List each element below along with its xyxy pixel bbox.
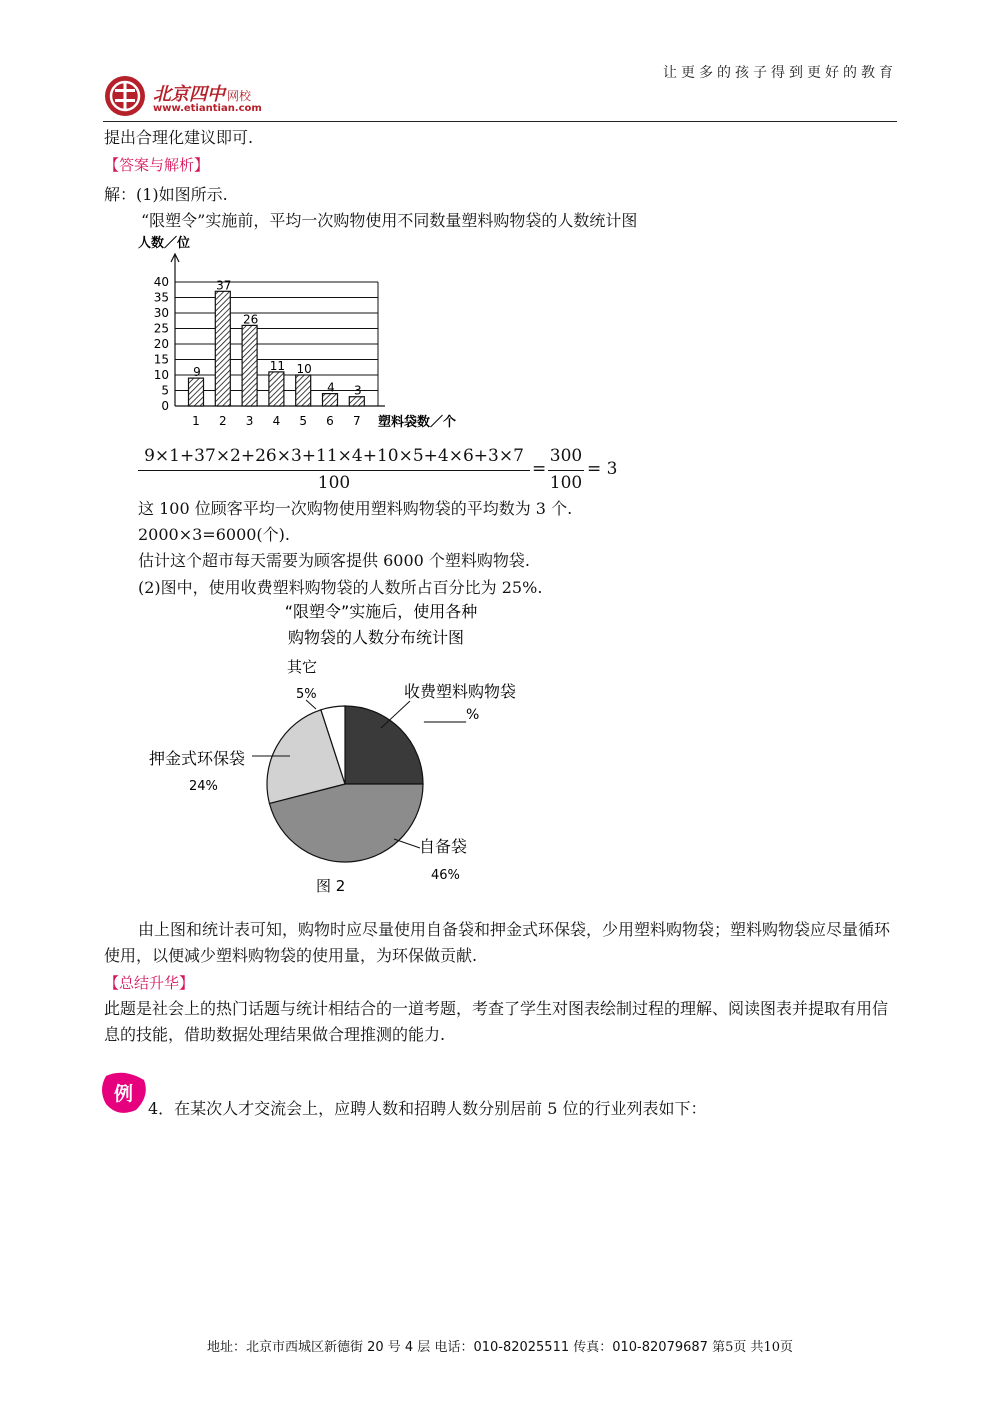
footer: [0, 1336, 1000, 1355]
formula-denominator: 100: [317, 473, 351, 493]
bar-value-label: 10: [296, 362, 312, 376]
bar: [349, 397, 364, 406]
formula-fraction-line: [138, 470, 530, 471]
x-tick-label: 1: [192, 414, 200, 428]
example-badge: [100, 1070, 150, 1116]
y-tick-label: 10: [153, 368, 169, 382]
x-tick-label: 2: [218, 414, 227, 428]
conclusion-paragraph: 由上图和统计表可知，购物时应尽量使用自备袋和押金式环保袋，少用塑料购物袋；塑料购物袋应尽量循环使用，以便减少塑料购物袋的使用量，为环保做贡献.: [104, 920, 891, 965]
line-average: 这 100 位顾客平均一次购物使用塑料购物袋的平均数为 3 个.: [138, 499, 573, 518]
pie-chart: [140, 596, 560, 898]
pie-title-line2: 购物袋的人数分布统计图: [287, 628, 465, 647]
y-tick-label: 25: [153, 321, 169, 336]
bar-value-label: 26: [242, 312, 259, 327]
bar-value-label: 3: [353, 383, 362, 398]
pie-value-other: 5%: [296, 687, 317, 702]
bar: [323, 394, 338, 406]
pie-caption: 图 2: [316, 877, 346, 895]
y-tick-label: 40: [153, 275, 169, 289]
logo-name: 北京四中 网校: [153, 84, 252, 105]
pie-slice: [345, 706, 423, 784]
example-question: 4．在某次人才交流会上，应聘人数和招聘人数分别居前 5 位的行业列表如下：: [148, 1099, 707, 1118]
header-slogan: 让更多的孩子得到更好的教育: [663, 65, 897, 81]
y-tick-label: 0: [161, 399, 169, 413]
bar: [296, 375, 311, 406]
bar: [242, 325, 257, 406]
pie-label-deposit: 押金式环保袋: [149, 749, 246, 768]
formula-result: = 3: [587, 459, 618, 479]
footer-address: 地址：北京市西城区新德街 20 号 4 层 电话：010-82025511 传真：010-82079687: [206, 1340, 708, 1355]
footer-page: 第5页 共10页: [712, 1340, 794, 1355]
pie-label-own-bag: 自备袋: [419, 837, 468, 856]
line-part2: (2)图中，使用收费塑料购物袋的人数所占百分比为 25%.: [138, 578, 543, 597]
intro-line: 提出合理化建议即可.: [104, 128, 254, 147]
header-divider: [103, 121, 897, 122]
line-calc: 2000×3=6000(个).: [138, 525, 291, 544]
x-tick-label: 4: [272, 414, 281, 428]
bar-chart-ylabel: 人数／位: [138, 236, 191, 251]
pie-value-deposit: 24%: [189, 779, 218, 794]
summary-heading: 【总结升华】: [104, 974, 195, 992]
y-tick-label: 15: [153, 352, 169, 367]
y-tick-label: 35: [153, 290, 169, 305]
pie-value-paid-plastic: ______%: [424, 707, 480, 723]
pie-label-paid-plastic: 收费塑料购物袋: [404, 682, 517, 701]
solution-part1: 解：(1)如图所示.: [104, 185, 228, 204]
x-tick-label: 5: [299, 414, 308, 428]
bar-value-label: 9: [193, 365, 201, 380]
bar-value-label: 11: [269, 358, 286, 373]
bar: [189, 378, 204, 406]
bar-chart: [130, 232, 490, 432]
svg-text:例: 例: [114, 1083, 134, 1105]
bar: [215, 291, 230, 406]
bar-value-label: 37: [216, 278, 232, 293]
x-tick-label: 7: [352, 414, 361, 428]
formula-fraction-line-2: [548, 470, 584, 471]
y-tick-label: 5: [161, 383, 169, 398]
answer-heading: 【答案与解析】: [104, 156, 210, 174]
bar-chart-xlabel: 塑料袋数／个: [378, 415, 457, 430]
pie-label-other: 其它: [287, 658, 318, 676]
formula-den2: 100: [549, 473, 583, 493]
summary-paragraph: 此题是社会上的热门话题与统计相结合的一道考题，考查了学生对图表绘制过程的理解、阅读图表并提取有用信息的技能，借助数据处理结果做合理推测的能力.: [104, 999, 889, 1044]
y-tick-label: 20: [153, 337, 169, 351]
pie-value-own-bag: 46%: [431, 868, 460, 883]
formula-numerator: 9×1+37×2+26×3+11×4+10×5+4×6+3×7: [144, 446, 524, 466]
y-tick-label: 30: [153, 306, 169, 320]
line-estimate: 估计这个超市每天需要为顾客提供 6000 个塑料购物袋.: [138, 551, 530, 570]
x-tick-label: 3: [245, 414, 254, 428]
formula-num2: 300: [549, 446, 583, 466]
bar-value-label: 4: [327, 380, 335, 395]
bar-chart-title: “限塑令”实施前，平均一次购物使用不同数量塑料购物袋的人数统计图: [141, 211, 638, 230]
bar: [269, 372, 284, 406]
logo-url: www.etiantian.com: [153, 103, 262, 114]
x-tick-label: 6: [326, 414, 334, 428]
formula-equals: =: [532, 459, 547, 479]
pie-title-line1: “限塑令”实施后，使用各种: [284, 602, 478, 621]
